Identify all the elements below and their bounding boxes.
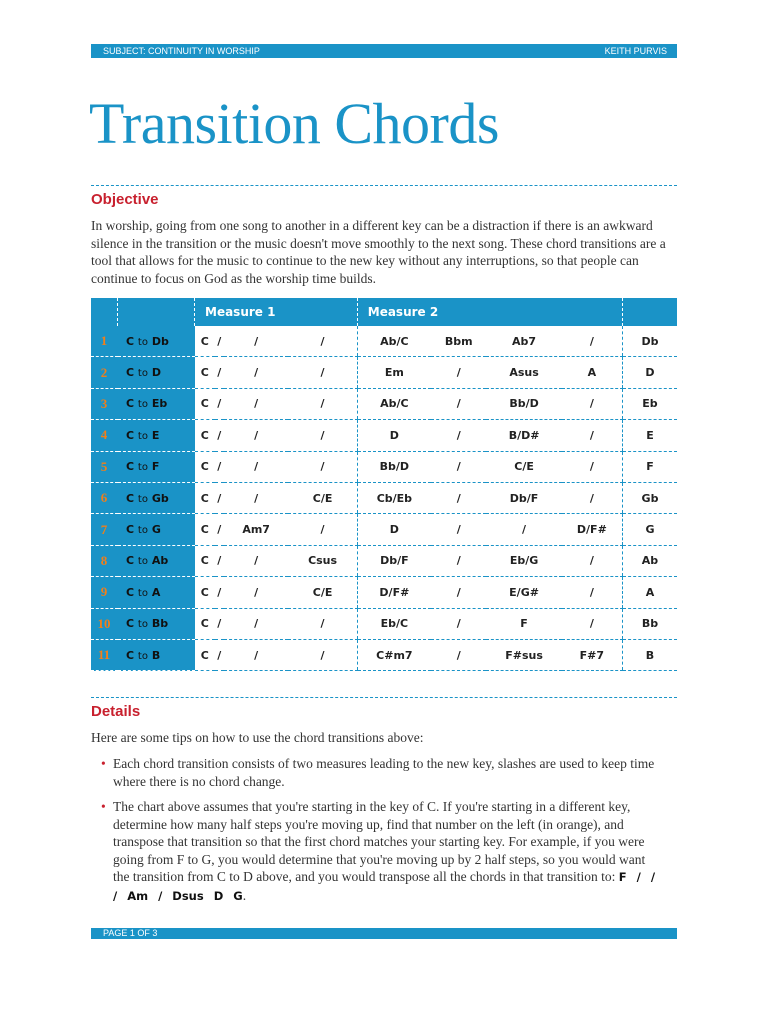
header-num-cell xyxy=(91,298,118,326)
transition-cell xyxy=(118,420,195,451)
measure-2-chord: A xyxy=(562,357,623,388)
table-row xyxy=(91,545,677,576)
table-row xyxy=(91,357,677,388)
measure-1-chord: / xyxy=(288,514,357,545)
measure-1-chord: C xyxy=(195,482,215,513)
measure-2-chord: Cb/Eb xyxy=(357,482,431,513)
example-end: . xyxy=(242,887,247,903)
measure-1-chord: Am7 xyxy=(224,514,288,545)
measure-1-chord: C xyxy=(195,514,215,545)
target-chord: E xyxy=(623,420,678,451)
from-key: C xyxy=(126,523,135,537)
measure-2-chord: F xyxy=(486,608,561,639)
bullet-icon: • xyxy=(101,756,106,771)
measure-1-chord: / xyxy=(288,451,357,482)
measure-1-chord: / xyxy=(215,482,224,513)
details-heading: Details xyxy=(91,703,141,720)
from-key: C xyxy=(126,366,135,380)
target-chord: Gb xyxy=(623,482,678,513)
measure-2-chord: / xyxy=(431,451,486,482)
transition-cell xyxy=(118,451,195,482)
to-key: E xyxy=(151,428,160,442)
measure-1-chord: C/E xyxy=(288,482,357,513)
measure-1-chord: Csus xyxy=(288,545,357,576)
table-row xyxy=(91,639,677,670)
measure-1-chord: / xyxy=(224,482,288,513)
measure-1-chord: / xyxy=(288,639,357,670)
from-key: C xyxy=(126,648,135,662)
row-number: 4 xyxy=(91,420,118,451)
table-row xyxy=(91,608,677,639)
to-word: to xyxy=(137,430,148,442)
to-word: to xyxy=(137,619,148,631)
to-key: Bb xyxy=(151,617,169,631)
measure-1-chord: C xyxy=(195,388,215,419)
bullet-icon: • xyxy=(101,799,106,814)
measure-2-chord: / xyxy=(431,357,486,388)
measure-1-chord: / xyxy=(224,326,288,357)
transition-cell xyxy=(118,388,195,419)
measure-1-chord: C xyxy=(195,608,215,639)
measure-2-chord: / xyxy=(562,388,623,419)
row-number: 10 xyxy=(91,608,118,639)
measure-2-chord: Eb/C xyxy=(357,608,431,639)
measure-1-chord: / xyxy=(224,639,288,670)
measure-2-chord: D/F# xyxy=(357,577,431,608)
to-key: Eb xyxy=(151,397,168,411)
target-chord: G xyxy=(623,514,678,545)
measure-2-chord: / xyxy=(431,545,486,576)
list-item xyxy=(101,798,661,905)
measure-1-chord: / xyxy=(215,357,224,388)
example-chords: F / / / Am / Dsus D G xyxy=(113,870,656,903)
to-word: to xyxy=(137,556,148,568)
table-row xyxy=(91,514,677,545)
to-key: F xyxy=(151,460,160,474)
measure-2-chord: C/E xyxy=(486,451,561,482)
measure-1-chord: / xyxy=(215,608,224,639)
measure-1-chord: C/E xyxy=(288,577,357,608)
transition-cell xyxy=(118,514,195,545)
measure-2-chord: / xyxy=(431,608,486,639)
measure-2-chord: / xyxy=(431,420,486,451)
measure-2-chord: / xyxy=(431,388,486,419)
row-number: 2 xyxy=(91,357,118,388)
measure-2-chord: / xyxy=(562,482,623,513)
objective-heading: Objective xyxy=(91,191,159,208)
transition-cell xyxy=(118,608,195,639)
row-number: 5 xyxy=(91,451,118,482)
to-key: D xyxy=(151,366,161,380)
row-number: 7 xyxy=(91,514,118,545)
target-chord: Ab xyxy=(623,545,678,576)
measure-1-chord: / xyxy=(224,357,288,388)
measure-1-chord: / xyxy=(224,451,288,482)
measure-2-chord: / xyxy=(431,514,486,545)
to-word: to xyxy=(137,336,148,348)
transition-cell xyxy=(118,545,195,576)
measure-1-chord: / xyxy=(224,388,288,419)
to-word: to xyxy=(137,587,148,599)
to-key: Gb xyxy=(151,491,169,505)
measure-2-chord: Db/F xyxy=(486,482,561,513)
measure-2-chord: / xyxy=(562,420,623,451)
header-bar xyxy=(91,44,677,58)
measure-2-label: Measure 2 xyxy=(357,298,622,326)
from-key: C xyxy=(126,334,135,348)
row-number: 1 xyxy=(91,326,118,357)
measure-1-chord: C xyxy=(195,420,215,451)
from-key: C xyxy=(126,617,135,631)
measure-2-chord: / xyxy=(431,482,486,513)
header-trans-cell xyxy=(118,298,195,326)
measure-2-chord: / xyxy=(431,639,486,670)
measure-2-chord: F#sus xyxy=(486,639,561,670)
subject-label: SUBJECT: CONTINUITY IN WORSHIP xyxy=(103,46,260,56)
to-key: B xyxy=(151,648,161,662)
to-word: to xyxy=(137,462,148,474)
measure-1-chord: / xyxy=(288,608,357,639)
objective-text: In worship, going from one song to another in a different key can be a distraction if there is an awkward silence in the transition or the music doesn't move smoothly to the next song. These chord transitions are a tool that allows for the music to continue to the new key without any interruptions, so that people can continue to focus on God as the worship time builds. xyxy=(91,218,666,286)
measure-2-chord: F#7 xyxy=(562,639,623,670)
measure-1-chord: C xyxy=(195,639,215,670)
measure-1-chord: / xyxy=(224,420,288,451)
to-word: to xyxy=(137,525,148,537)
measure-2-chord: Em xyxy=(357,357,431,388)
table-row xyxy=(91,326,677,357)
table-row xyxy=(91,388,677,419)
row-number: 11 xyxy=(91,639,118,670)
measure-2-chord: / xyxy=(562,608,623,639)
measure-2-chord: Ab7 xyxy=(486,326,561,357)
measure-2-chord: / xyxy=(562,545,623,576)
chord-table xyxy=(91,298,677,671)
measure-1-chord: / xyxy=(215,451,224,482)
measure-2-chord: Ab/C xyxy=(357,388,431,419)
measure-2-chord: / xyxy=(562,577,623,608)
measure-2-chord: Ab/C xyxy=(357,326,431,357)
to-word: to xyxy=(137,399,148,411)
details-intro: Here are some tips on how to use the chord transitions above: xyxy=(91,730,424,745)
measure-2-chord: Bb/D xyxy=(486,388,561,419)
divider xyxy=(91,697,677,698)
measure-1-chord: / xyxy=(224,608,288,639)
to-word: to xyxy=(137,368,148,380)
measure-2-chord: / xyxy=(431,577,486,608)
from-key: C xyxy=(126,585,135,599)
target-chord: F xyxy=(623,451,678,482)
target-chord: Eb xyxy=(623,388,678,419)
page-number: PAGE 1 OF 3 xyxy=(103,928,158,938)
target-chord: Db xyxy=(623,326,678,357)
bullet-text: Each chord transition consists of two measures leading to the new key, slashes are used to keep time where there is no chord change. xyxy=(113,756,655,789)
measure-2-chord: / xyxy=(562,326,623,357)
from-key: C xyxy=(126,397,135,411)
measure-1-chord: / xyxy=(215,388,224,419)
target-chord: A xyxy=(623,577,678,608)
measure-2-chord: Bb/D xyxy=(357,451,431,482)
divider xyxy=(91,185,677,186)
from-key: C xyxy=(126,491,135,505)
target-chord: D xyxy=(623,357,678,388)
to-key: A xyxy=(151,585,161,599)
page-title: Transition Chords xyxy=(89,91,499,156)
measure-1-chord: / xyxy=(224,545,288,576)
measure-2-chord: Db/F xyxy=(357,545,431,576)
table-row xyxy=(91,482,677,513)
measure-1-label: Measure 1 xyxy=(195,298,358,326)
measure-2-chord: C#m7 xyxy=(357,639,431,670)
transition-cell xyxy=(118,482,195,513)
measure-1-chord: / xyxy=(215,420,224,451)
table-row xyxy=(91,451,677,482)
measure-1-chord: C xyxy=(195,545,215,576)
to-key: Ab xyxy=(151,554,169,568)
row-number: 3 xyxy=(91,388,118,419)
transition-cell xyxy=(118,639,195,670)
measure-1-chord: / xyxy=(288,388,357,419)
header-target-cell xyxy=(623,298,678,326)
footer-bar xyxy=(91,928,677,939)
transition-cell xyxy=(118,357,195,388)
measure-1-chord: / xyxy=(215,545,224,576)
measure-2-chord: / xyxy=(486,514,561,545)
measure-1-chord: / xyxy=(215,577,224,608)
author-label: KEITH PURVIS xyxy=(604,46,667,56)
from-key: C xyxy=(126,428,135,442)
transition-cell xyxy=(118,326,195,357)
to-word: to xyxy=(137,493,148,505)
bullet-text: The chart above assumes that you're starting in the key of C. If you're starting in a different key, determine how many half steps you're moving up, find that number on the left (in orange), and transpose that transition so that the first chord matches your starting key. For example, if you were going from F to G, you would determine that you're moving up by 2 half steps, so you would want the transition from C to D above, and you would transpose all the chords in that transition to: xyxy=(113,799,646,884)
measure-2-chord: B/D# xyxy=(486,420,561,451)
measure-2-chord: Eb/G xyxy=(486,545,561,576)
to-word: to xyxy=(137,650,148,662)
measure-1-chord: C xyxy=(195,451,215,482)
to-key: Db xyxy=(151,334,169,348)
measure-1-chord: C xyxy=(195,357,215,388)
measure-2-chord: D xyxy=(357,514,431,545)
target-chord: Bb xyxy=(623,608,678,639)
row-number: 9 xyxy=(91,577,118,608)
table-header-row xyxy=(91,298,677,326)
measure-2-chord: / xyxy=(562,451,623,482)
measure-1-chord: / xyxy=(215,326,224,357)
table-row xyxy=(91,577,677,608)
measure-2-chord: Asus xyxy=(486,357,561,388)
measure-1-chord: / xyxy=(288,420,357,451)
row-number: 8 xyxy=(91,545,118,576)
measure-1-chord: / xyxy=(224,577,288,608)
measure-1-chord: / xyxy=(288,326,357,357)
from-key: C xyxy=(126,554,135,568)
measure-1-chord: / xyxy=(215,514,224,545)
details-list xyxy=(101,755,661,913)
measure-1-chord: / xyxy=(215,639,224,670)
from-key: C xyxy=(126,460,135,474)
row-number: 6 xyxy=(91,482,118,513)
measure-2-chord: D xyxy=(357,420,431,451)
target-chord: B xyxy=(623,639,678,670)
to-key: G xyxy=(151,523,161,537)
transition-cell xyxy=(118,577,195,608)
measure-2-chord: D/F# xyxy=(562,514,623,545)
list-item xyxy=(101,755,661,790)
measure-1-chord: C xyxy=(195,577,215,608)
table-row xyxy=(91,420,677,451)
measure-2-chord: E/G# xyxy=(486,577,561,608)
measure-1-chord: / xyxy=(288,357,357,388)
measure-2-chord: Bbm xyxy=(431,326,486,357)
measure-1-chord: C xyxy=(195,326,215,357)
